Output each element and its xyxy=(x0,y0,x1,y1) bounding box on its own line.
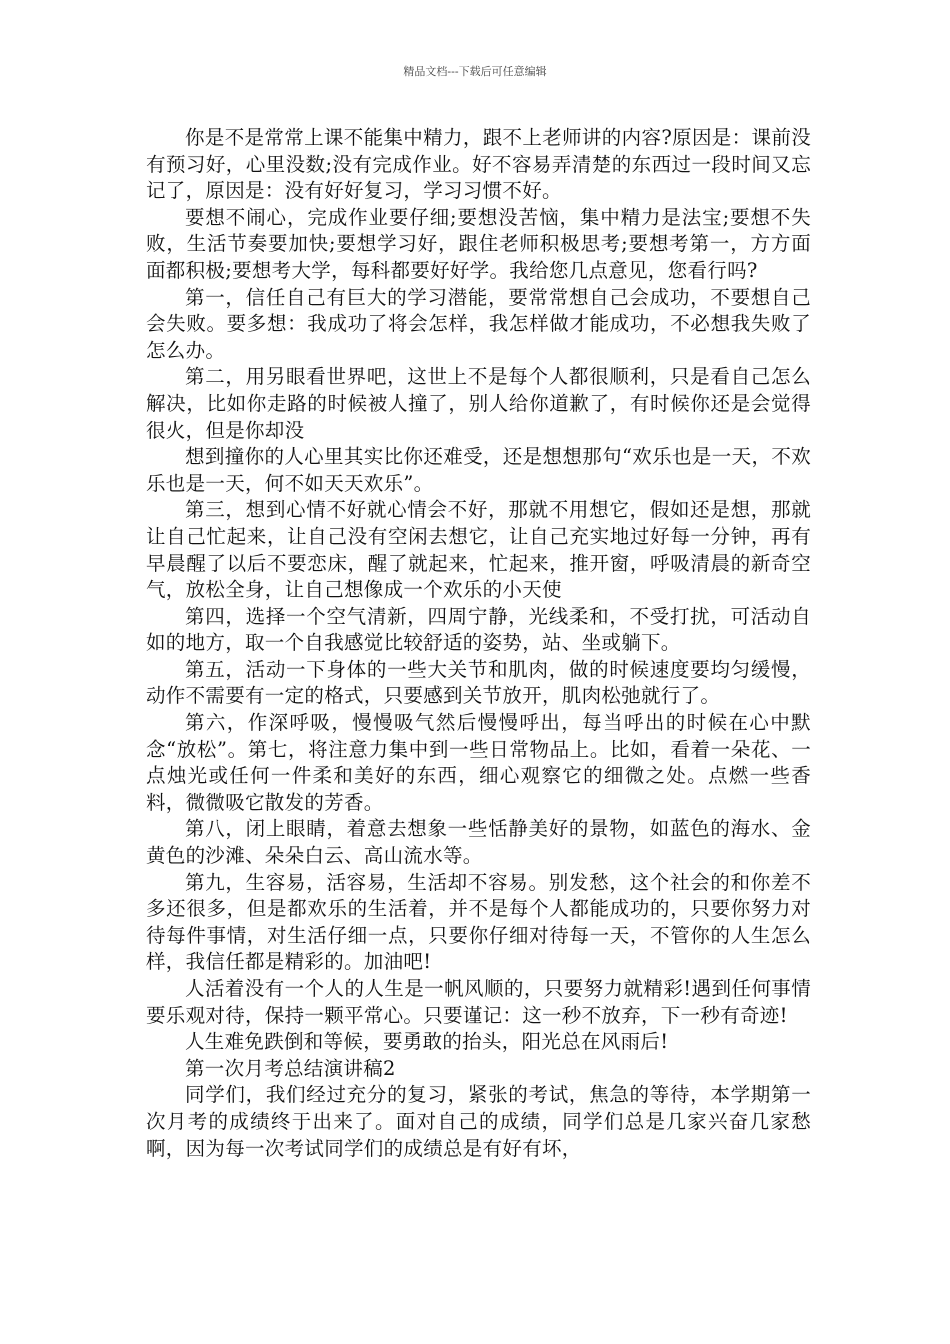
paragraph: 第五，活动一下身体的一些大关节和肌肉，做的时候速度要均匀缓慢，动作不需要有一定的格式，只要感到关节放开，肌肉松弛就行了。 xyxy=(146,657,811,708)
paragraph: 要想不闹心，完成作业要仔细;要想没苦恼，集中精力是法宝;要想不失败，生活节奏要加快;要想学习好，跟住老师积极思考;要想考第一，方方面面都积极;要想考大学，每科都要好好学。我给您几点意见，您看行吗? xyxy=(146,205,811,282)
paragraph: 第九，生容易，活容易，生活却不容易。别发愁，这个社会的和你差不多还很多，但是都欢乐的生活着，并不是每个人都能成功的，只要你努力对待每件事情，对生活仔细一点，只要你仔细对待每一天，不管你的人生怎么样，我信任都是精彩的。加油吧! xyxy=(146,870,811,974)
paragraph: 人活着没有一个人的人生是一帆风顺的，只要努力就精彩!遇到任何事情要乐观对待，保持一颗平常心。只要谨记：这一秒不放弃，下一秒有奇迹! xyxy=(146,977,811,1027)
paragraph: 第二，用另眼看世界吧，这世上不是每个人都很顺利，只是看自己怎么解决，比如你走路的时候被人撞了，别人给你道歉了，有时候你还是会觉得很火，但是你却没 xyxy=(146,365,811,442)
paragraph: 第一，信任自己有巨大的学习潜能，要常常想自己会成功，不要想自己会失败。要多想：我成功了将会怎样，我怎样做才能成功，不必想我失败了怎么办。 xyxy=(146,285,811,362)
paragraph: 第三，想到心情不好就心情会不好，那就不用想它，假如还是想，那就让自己忙起来，让自己没有空闲去想它，让自己充实地过好每一分钟，再有早晨醒了以后不要恋床，醒了就起来，忙起来，推开窗，呼吸清晨的新奇空气，放松全身，让自己想像成一个欢乐的小天使 xyxy=(146,498,811,602)
section-heading: 第一次月考总结演讲稿2 xyxy=(185,1056,396,1080)
page-header: 精品文档---下载后可任意编辑 xyxy=(403,65,547,78)
paragraph: 想到撞你的人心里其实比你还难受，还是想想那句“欢乐也是一天，不欢乐也是一天，何不如天天欢乐”。 xyxy=(146,445,811,495)
paragraph: 第六，作深呼吸，慢慢吸气然后慢慢呼出，每当呼出的时候在心中默念“放松”。第七，将注意力集中到一些日常物品上。比如，看着一朵花、一点烛光或任何一件柔和美好的东西，细心观察它的细微之处。点燃一些香料，微微吸它散发的芳香。 xyxy=(146,711,811,814)
paragraph: 你是不是常常上课不能集中精力，跟不上老师讲的内容?原因是：课前没有预习好，心里没数;没有完成作业。好不容易弄清楚的东西过一段时间又忘记了，原因是：没有好好复习，学习习惯不好。 xyxy=(146,126,811,203)
paragraph: 第四，选择一个空气清新，四周宁静，光线柔和，不受打扰，可活动自如的地方，取一个自我感觉比较舒适的姿势，站、坐或躺下。 xyxy=(146,604,811,655)
paragraph: 同学们，我们经过充分的复习，紧张的考试，焦急的等待，本学期第一次月考的成绩终于出来了。面对自己的成绩，同学们总是几家兴奋几家愁啊，因为每一次考试同学们的成绩总是有好有坏， xyxy=(146,1083,811,1160)
document-body xyxy=(146,125,811,1162)
paragraph: 第八，闭上眼睛，着意去想象一些恬静美好的景物，如蓝色的海水、金黄色的沙滩、朵朵白云、高山流水等。 xyxy=(146,817,811,868)
paragraph: 人生难免跌倒和等候，要勇敢的抬头，阳光总在风雨后! xyxy=(185,1030,669,1054)
